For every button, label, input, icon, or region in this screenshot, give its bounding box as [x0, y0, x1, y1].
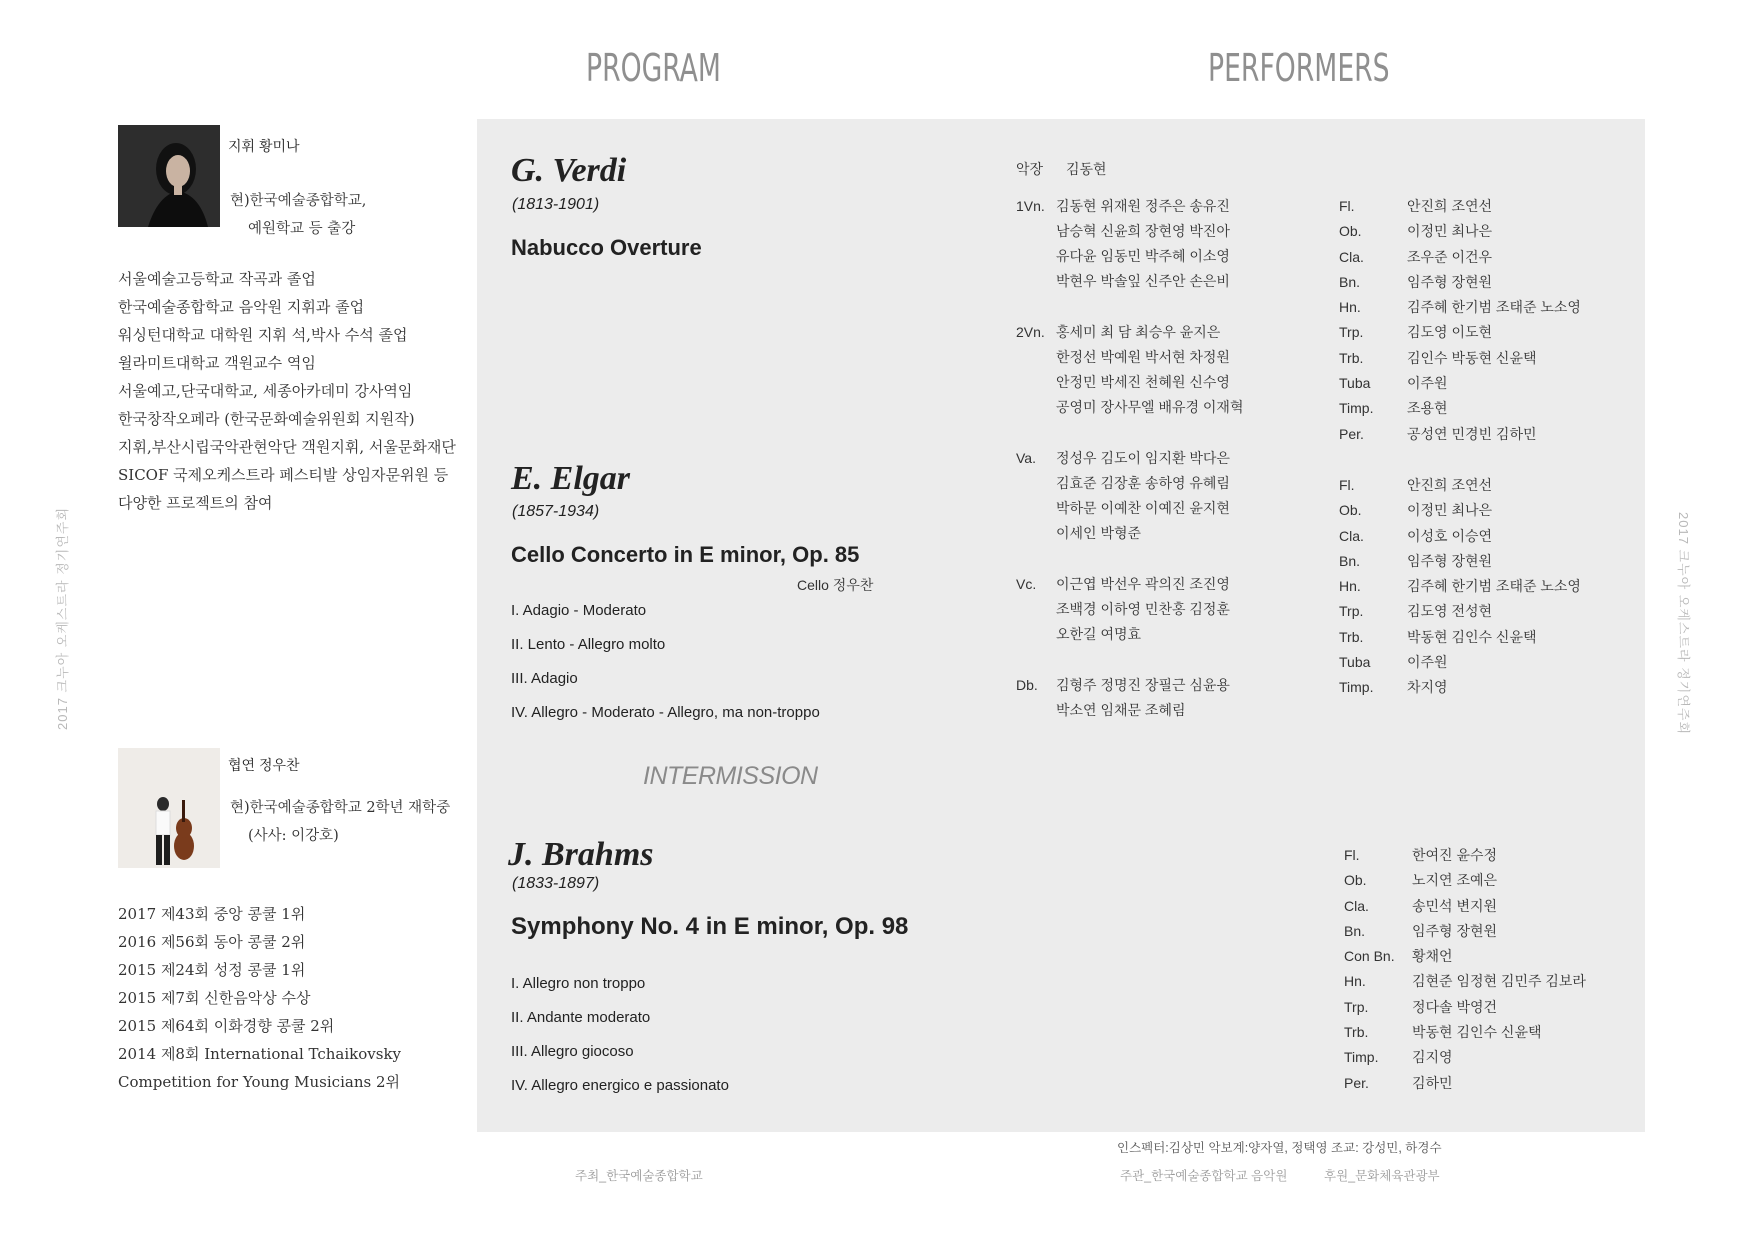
side-caption-left: 2017 크누아 오케스트라 정기연주회 [55, 506, 70, 730]
organizer-credit: 주관_한국예술종합학교 음악원 [1120, 1169, 1288, 1183]
conductor-name: 지휘 황미나 [228, 138, 300, 154]
winds-verdi: Fl. 안진희 조연선 Ob. 이정민 최나은 Cla. 조우준 이건우 Bn. 임주형 장현원 Hn. 김주혜 한기범 조태준 노소영 Trp. 김도영 이도현 Trb. 김인수 박동현 신윤택 Tuba 이주원 Timp. 조용현 Per. 공성연 민경빈 김하민 [1339, 198, 1581, 442]
soloist-name: 협연 정우찬 [228, 757, 300, 773]
section-1vn: 1Vn. 김동현 위재원 정주은 송유진 남승혁 신윤희 장현영 박진아 유다윤 임동민 박주혜 이소영 박현우 박솔잎 신주안 손은비 [1016, 198, 1230, 289]
section-va: Va. 정성우 김도이 임지환 박다은 김효준 김장훈 송하영 유혜림 박하문 이예찬 이예진 윤지현 이세인 박형준 [1016, 450, 1230, 541]
composer-verdi: G. Verdi [511, 152, 627, 189]
section-db: Db. 김형주 정명진 장필근 심윤용 박소연 임채문 조혜림 [1016, 677, 1230, 718]
sponsor-credit: 후원_문화체육관광부 [1324, 1169, 1440, 1183]
host-credit: 주최_한국예술종합학교 [575, 1169, 703, 1183]
soloist-awards: 2017 제43회 중앙 콩쿨 1위 2016 제56회 동아 콩쿨 2위 2015 제24회 성정 콩쿨 1위 2015 제7회 신한음악상 수상 2015 제64회 이화경향 콩쿨 2위 2014 제8회 International Tchaikovsky Competition for Young Musicians 2위 [118, 905, 402, 1091]
years-brahms: (1833-1897) [512, 875, 600, 892]
composer-brahms: J. Brahms [508, 836, 654, 873]
conductor-photo [118, 125, 220, 227]
winds-elgar: Fl. 안진희 조연선 Ob. 이정민 최나은 Cla. 이성호 이승연 Bn. 임주형 장현원 Hn. 김주혜 한기범 조태준 노소영 Trp. 김도영 전성현 Trb. 박동현 김인수 신윤택 Tuba 이주원 Timp. 차지영 [1339, 477, 1581, 696]
soloist-current: 현)한국예술종합학교 2학년 재학중 (사사: 이강호) [230, 800, 451, 844]
side-caption-right: 2017 크누아 오케스트라 정기연주회 [1676, 512, 1691, 736]
concertmaster: 악장 김동현 [1016, 161, 1107, 177]
years-elgar: (1857-1934) [512, 503, 600, 520]
work-verdi: Nabucco Overture [511, 235, 702, 260]
performers-heading: PERFORMERS [1208, 46, 1390, 90]
intermission: INTERMISSION [643, 762, 818, 790]
winds-brahms: Fl. 한여진 윤수정 Ob. 노지연 조예은 Cla. 송민석 변지원 Bn. 임주형 장현원 Con Bn. 황채언 Hn. 김현준 임정현 김민주 김보라 Trp. 정다솔 박영건 Trb. 박동현 김인수 신윤택 Timp. 김지영 Per. 김하민 [1344, 847, 1586, 1091]
conductor-bio: 서울예술고등학교 작곡과 졸업 한국예술종합학교 음악원 지휘과 졸업 워싱턴대학교 대학원 지휘 석,박사 수석 졸업 윌라미트대학교 객원교수 역임 서울예고,단국대학교, 세종아카데미 강사역임 한국창작오페라 (한국문화예술위원회 지원작) 지휘,부산시립국악관현악단 객원지휘, 서울문화재단 SICOF 국제오케스트라 페스티발 상임자문위원 등 다양한 프로젝트의 참여 [118, 270, 456, 512]
section-2vn: 2Vn. 홍세미 최 담 최승우 윤지은 한정선 박예원 박서현 차정원 안정민 박세진 천혜원 신수영 공영미 장사무엘 배유경 이재혁 [1016, 324, 1244, 415]
elgar-movements: I. Adagio - Moderato II. Lento - Allegro molto III. Adagio IV. Allegro - Moderato - Allegro, ma non-troppo [511, 602, 820, 721]
program-heading: PROGRAM [586, 46, 721, 90]
years-verdi: (1813-1901) [512, 196, 600, 213]
staff-credits: 인스펙터:김상민 악보계:양자열, 정택영 조교: 강성민, 하경수 [1117, 1141, 1442, 1155]
section-vc: Vc. 이근엽 박선우 곽의진 조진영 조백경 이하영 민찬홍 김정훈 오한길 여명효 [1016, 576, 1230, 642]
work-elgar: Cello Concerto in E minor, Op. 85 [511, 542, 860, 567]
conductor-current: 현)한국예술종합학교, 예원학교 등 출강 [230, 193, 367, 237]
brahms-movements: I. Allegro non troppo II. Andante moderato III. Allegro giocoso IV. Allegro energico e passionato [511, 975, 729, 1094]
composer-elgar: E. Elgar [511, 460, 631, 497]
elgar-soloist: Cello 정우찬 [797, 577, 874, 593]
work-brahms: Symphony No. 4 in E minor, Op. 98 [511, 913, 909, 940]
soloist-photo [118, 748, 220, 868]
